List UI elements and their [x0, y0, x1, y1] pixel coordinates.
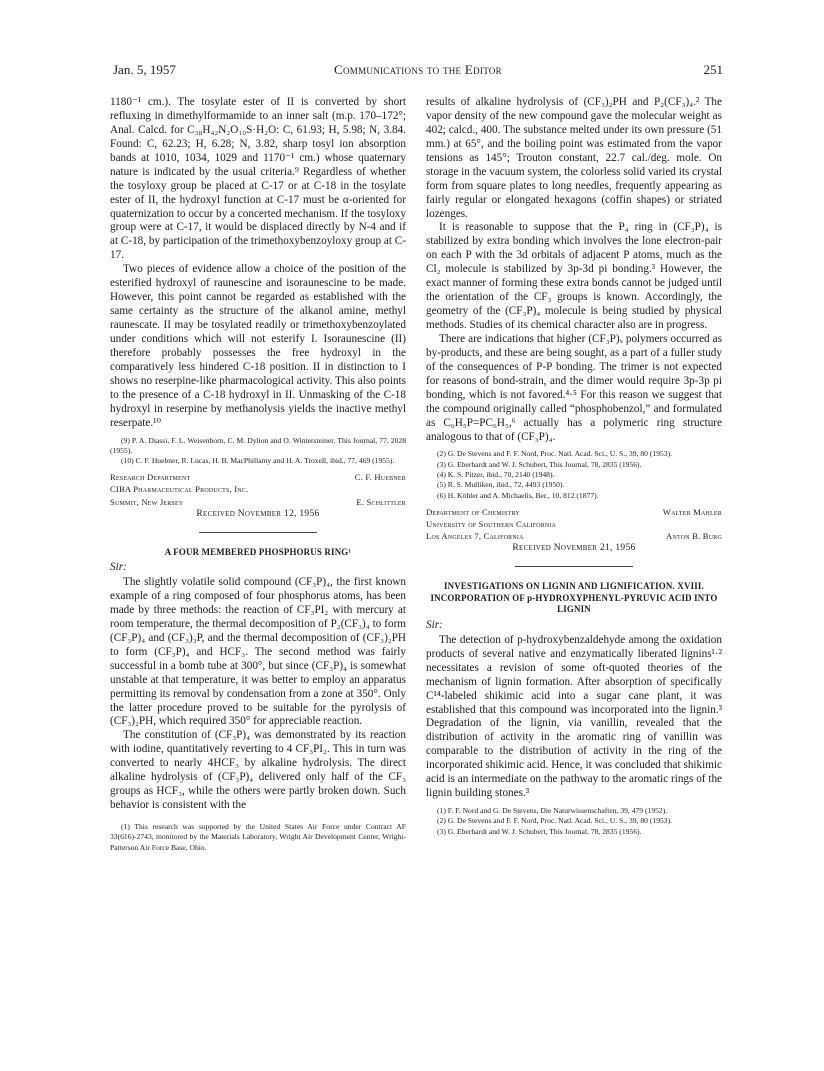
footnote: (2) G. De Stevens and F. F. Nord, Proc. Natl. Acad. Sci., U. S., 39, 80 (1953). — [437, 449, 673, 459]
footnote: (6) H. Köhler and A. Michaelis, Ber., 10, 812 (1877). — [437, 490, 599, 500]
affiliation-line: CIBA Pharmaceutical Products, Inc. — [110, 484, 249, 495]
affiliation-line: Summit, New Jersey — [110, 496, 184, 507]
author-name: Walter Mahler — [662, 507, 722, 517]
footnotes — [110, 822, 406, 853]
page-number: 251 — [703, 62, 723, 77]
affiliation-line: Los Angeles 7, California — [426, 531, 524, 542]
footnote: (3) G. Eberhardt and W. J. Schubert, This Journal, 78, 2835 (1956). — [437, 826, 642, 836]
footnotes — [110, 436, 406, 467]
body-paragraph: results of alkaline hydrolysis of (CF₃)₂PH and P₂(CF₃)₄.² The vapor density of the new compound gave the molecular weight as 402; calcd., 400. The substance melted under its own pressure (51 mm.) at 65°, and the boiling point was estimated from the vapor tensions as 145°; Trouton constant, 22.7 cal./deg. mole. On storage in the vacuum system, the colorless solid varied its crystal form from square plates to long needles, frequently appearing as fairly regular or elongated hexagons (coffin shapes) or striated lozenges. — [426, 96, 722, 220]
footnote: (9) P. A. Diassi, F. L. Weisenborn, C. M. Dylion and O. Wintersteiner, This Journal, 77, 2028 (1955). — [110, 435, 406, 455]
salutation: Sir: — [426, 618, 443, 631]
footnote: (10) C. F. Huebner, R. Lucas, H. B. MacPhillamy and H. A. Troxell, ibid., 77, 469 (1955). — [121, 456, 395, 466]
body-paragraph: It is reasonable to suppose that the P₄ ring in (CF₃P)₄ is stabilized by extra bonding which involves the lone electron-pair on each P with the 3d orbitals of adjacent P atoms, much as the Cl₂ molecule is stabilized by 3p-3d pi bonding.³ However, the exact manner of forming these extra bonds cannot be judged until the orientation of the CF₃ groups is known. Accordingly, the geometry of the (CF₃P)₄ molecule is being studied by physical methods. Studies of its chemical character also are in progress. — [426, 221, 722, 331]
running-title: Communications to the Editor — [334, 62, 502, 77]
body-paragraph: 1180⁻¹ cm.). The tosylate ester of II is converted by short refluxing in dimethylformamide to an inner salt (m.p. 170–172°; Anal. Calcd. for C₃₈H₄₂N₂O₁₀S·H₂O: C, 61.93; H, 5.98; N, 3.84. Found: C, 62.23; H, 6.28; N, 3.82, sharp tosyl ion absorption bands at 1010, 1034, 1029 and 1170⁻¹ cm.) whose quaternary nature is indicated by the usual criteria.⁹ Regardless of whether the tosyloxy group be placed at C-17 or at C-18 in the tosylate ester of II, the hydroxyl function at C-17 must be α-oriented for quaternization to occur by a concerted mechanism. If the tosyloxy group were at C-17, it would be displaced directly by N-4 and if at C-18, by participation of the trimethoxybenzoyloxy group at C-17. — [110, 96, 406, 262]
footnote: (3) G. Eberhardt and W. J. Schubert, This Journal, 78, 2835 (1956). — [437, 459, 642, 469]
right-column — [426, 96, 722, 837]
body-paragraph: The constitution of (CF₃P)₄ was demonstrated by its reaction with iodine, quantitatively reverting to 4 CF₃PI₂. This in turn was converted to nearly 4HCF₃ by alkaline hydrolysis. The direct alkaline hydrolysis of (CF₃P)₄ delivered only half of the CF₃ groups as HCF₃, while the others were partly broken down. Such behavior is consistent with the — [110, 729, 406, 812]
affiliation-line: University of Southern California — [426, 519, 557, 530]
author-name: C. F. Huebner — [354, 472, 406, 483]
affiliation-block — [110, 471, 406, 507]
left-column — [110, 96, 406, 853]
footnote: (4) K. S. Pitzer, ibid., 70, 2140 (1948). — [437, 470, 555, 480]
received-date: Received November 12, 1956 — [196, 508, 320, 519]
author-name: E. Schlittler — [356, 496, 406, 507]
footnote: (2) G. De Stevens and F. F. Nord, Proc. Natl. Acad. Sci., U. S., 39, 80 (1953). — [437, 816, 673, 826]
footnote: (5) R. S. Mulliken, ibid., 72, 4493 (1950). — [437, 480, 565, 490]
page-header — [113, 62, 723, 80]
footnotes — [426, 449, 722, 501]
body-paragraph: Two pieces of evidence allow a choice of the position of the esterified hydroxyl of raunescine and isoraunescine to be made. However, this point cannot be regarded as established with the same certainty as the structure of the alkanol amine, methyl raunescate. II may be tosylated readily or trimethoxybenzoylated under conditions which will not esterify I. Isoraunescine (II) therefore probably possesses the free hydroxyl in the comparatively less hindered C-18 position. II in distinction to I shows no reserpine-like pharmacological activity. This also points to the presence of a C-18 hydroxyl in II. Unmasking of the C-18 hydroxyl in reserpine by methanolysis yields the inactive methyl reserpate.¹⁰ — [110, 263, 406, 429]
received-date: Received November 21, 1956 — [512, 543, 636, 554]
footnote: (1) F. F. Nord and G. De Stevens, Die Naturwissenschaften, 39, 479 (1952). — [437, 806, 668, 816]
footnotes — [426, 806, 722, 837]
footnote: (1) This research was supported by the United States Air Force under Contract AF 33(616)-2743, monitored by the Materials Laboratory, Wright Air Development Center, Wright-Patterson Air Force Base, Ohio. — [110, 822, 406, 852]
author-name: Anton B. Burg — [666, 531, 722, 542]
article-title: INVESTIGATIONS ON LIGNIN AND LIGNIFICATION. XVIII. INCORPORATION OF p-HYDROXYPHENYL-PYRUVIC ACID INTO LIGNIN — [430, 581, 718, 615]
section-divider — [515, 566, 633, 567]
body-paragraph: There are indications that higher (CF₃P)ₓ polymers occurred as by-products, and these are being sought, as a part of a fuller study of the consequences of P-P bonding. The trimer is not expected for reasons of bond-strain, and the dimer would require 3p-3p pi bonding, which is not favored.⁴·⁵ For this reason we suggest that the compound originally called “phosphobenzol,” and formulated as C₆H₅P=PC₆H₅,⁶ actually has a polymeric ring structure analogous to that of (CF₃P)₄. — [426, 332, 722, 443]
section-divider — [199, 532, 317, 533]
article-title: A FOUR MEMBERED PHOSPHORUS RING¹ — [164, 546, 352, 557]
affiliation-line: Department of Chemistry — [426, 507, 520, 517]
salutation: Sir: — [110, 561, 127, 574]
body-paragraph: The detection of p-hydroxybenzaldehyde among the oxidation products of several native and enzymatically liberated lignins¹·² necessitates a revision of some oft-quoted theories of the mechanism of lignin formation. After absorption of specifically C¹⁴-labeled shikimic acid into a sugar cane plant, it was established that this compound was incorporated into the lignin.³ Degradation of the lignin, via vanillin, revealed that the distribution of activity in the aromatic ring of vanillin was comparable to the distribution of activity in the ring of the incorporated shikimic acid. Hence, it was concluded that shikimic acid is an intermediate on the pathway to the aromatic rings of the lignin building stones.³ — [426, 633, 722, 800]
issue-date: Jan. 5, 1957 — [113, 62, 176, 77]
body-paragraph: The slightly volatile solid compound (CF₃P)₄, the first known example of a ring composed of four phosphorus atoms, has been made by three methods: the reaction of CF₃PI₂ with mercury at room temperature, the thermal decomposition of P₂(CF₃)₄ to form (CF₃P)₄ and (CF₃)₃P, and the thermal decomposition of (CF₃)₂PH to form (CF₃P)₄ and HCF₃. The second method was fairly successful in a bomb tube at 300°, but since (CF₃P)₄ is somewhat unstable at that temperature, it was better to employ an apparatus permitting its removal by condensation from a zone at 350°. Only the latter procedure proved to be suitable for the pyrolysis of (CF₃)₂PH, which required 350° for appreciable reaction. — [110, 576, 406, 728]
affiliation-block — [426, 506, 722, 542]
affiliation-line: Research Department — [110, 472, 191, 483]
